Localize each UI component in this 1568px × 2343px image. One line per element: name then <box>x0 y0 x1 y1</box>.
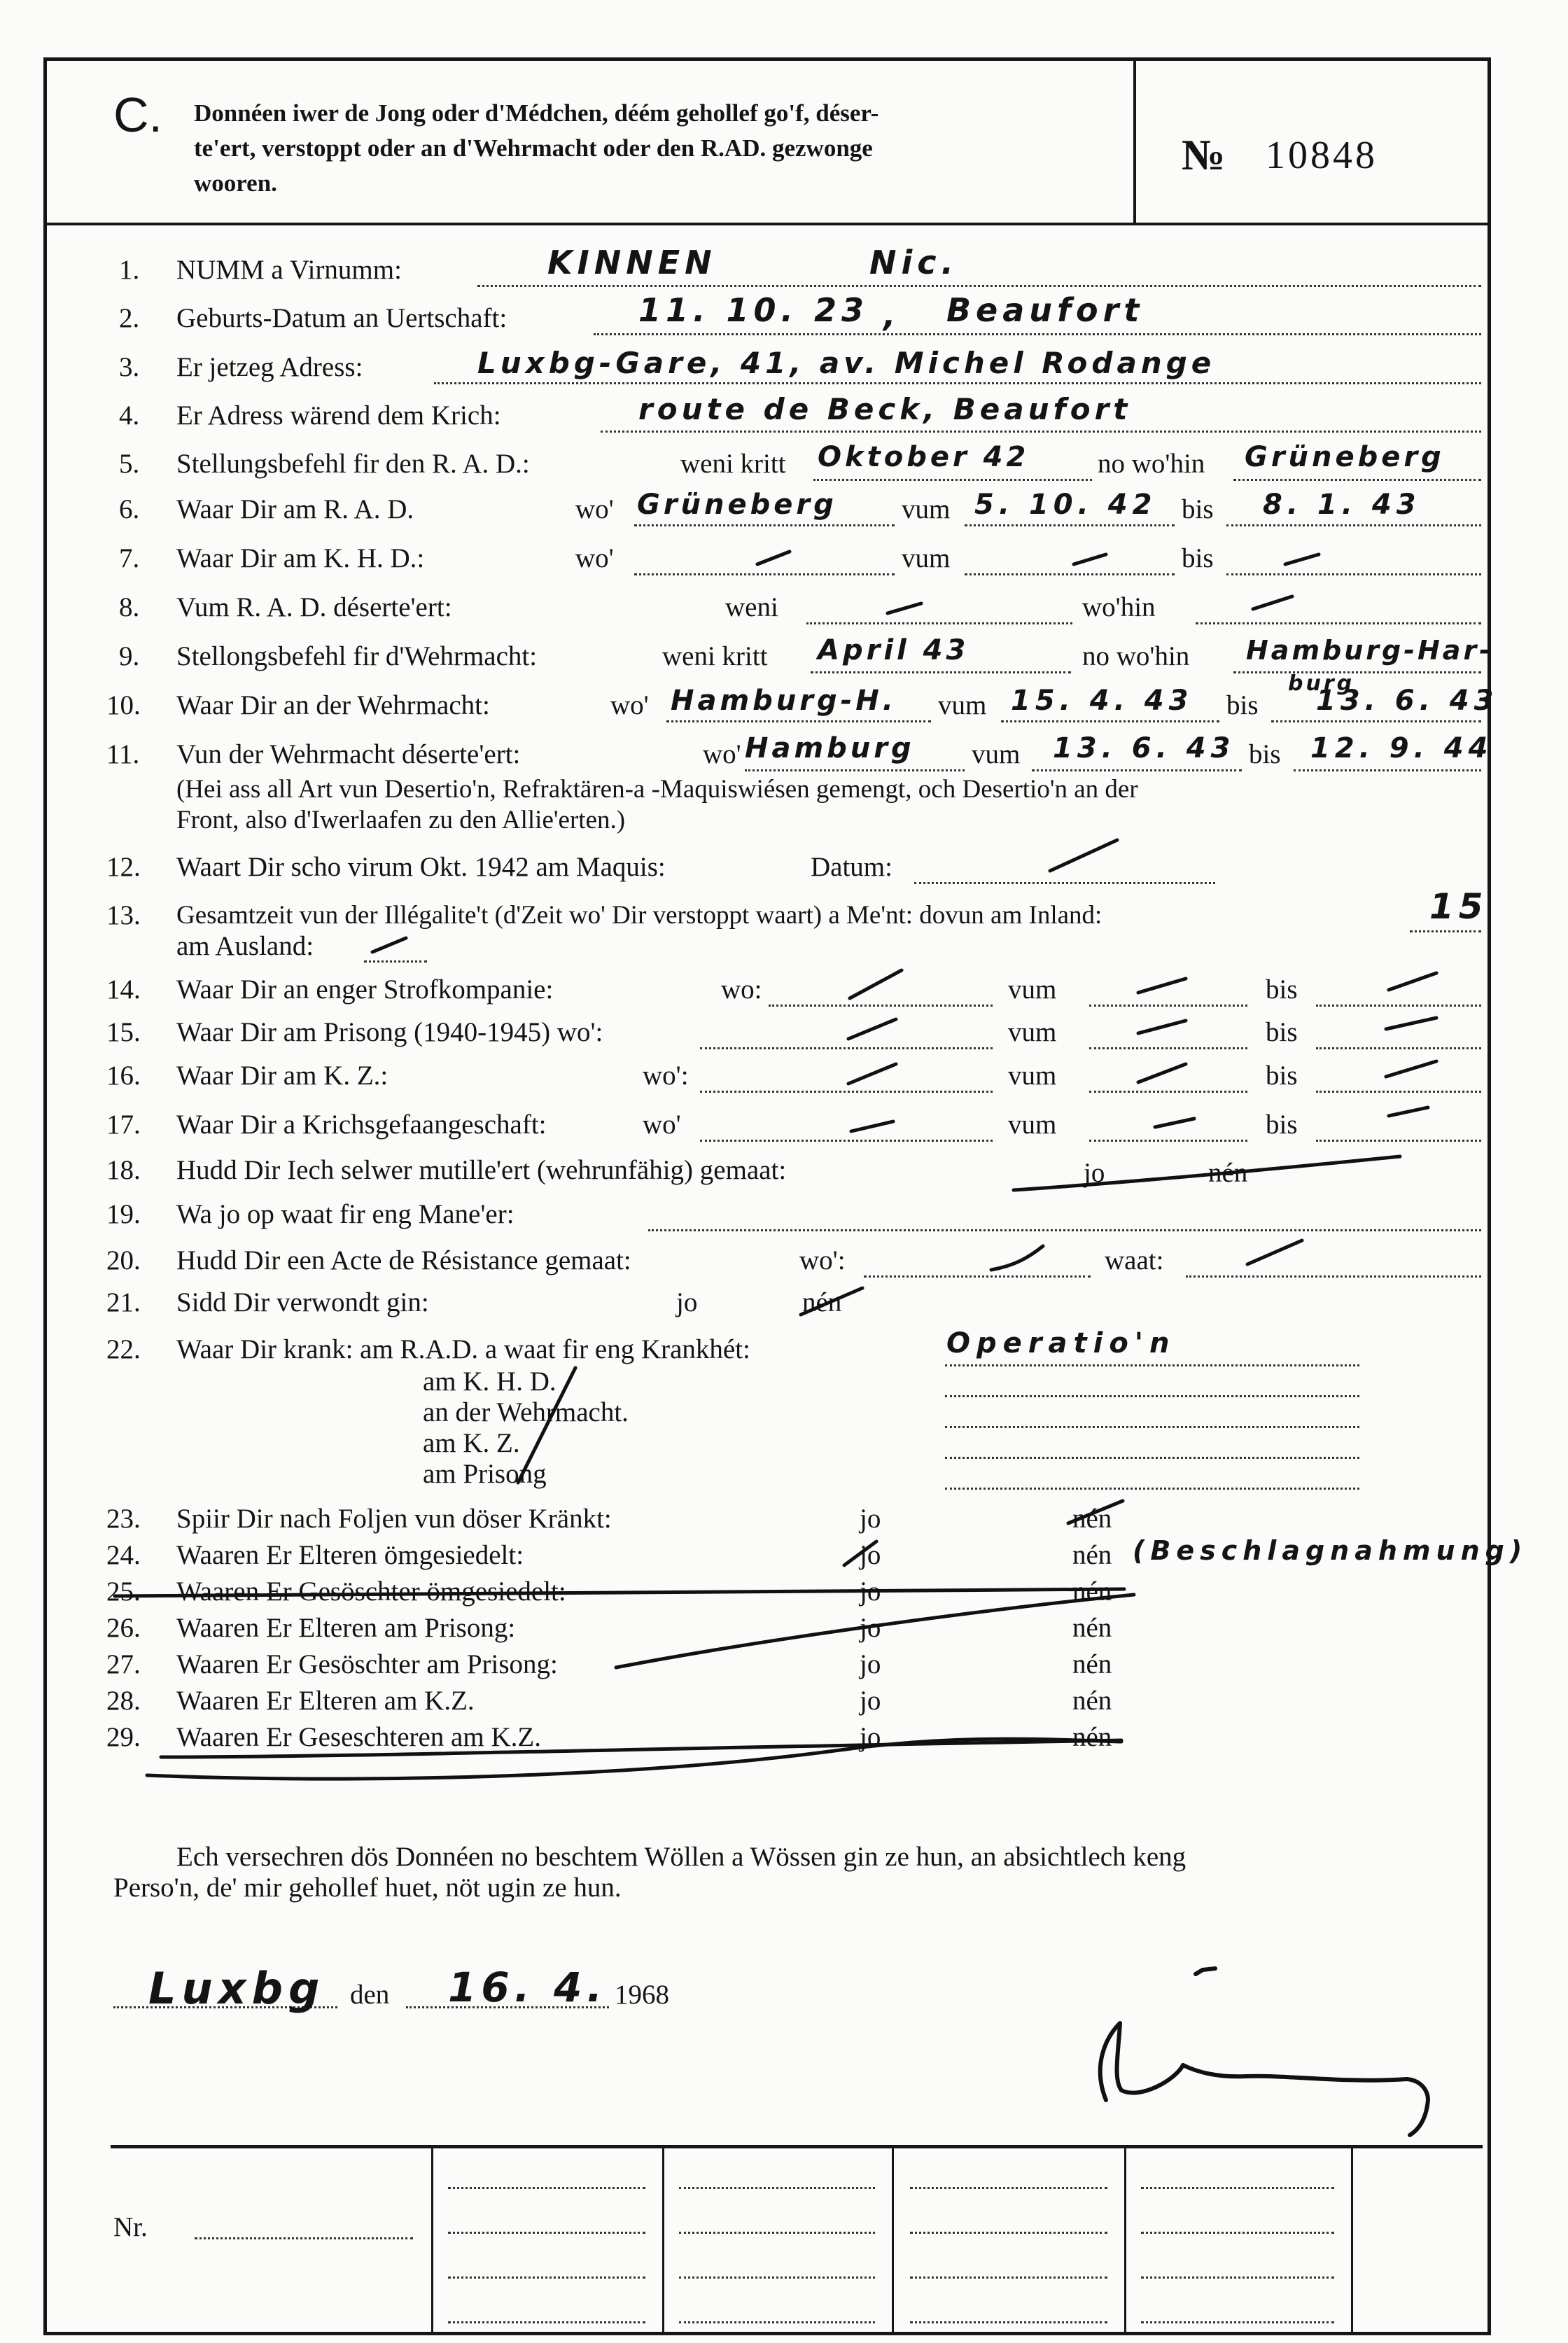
hw-wm-to: 13. 6. 43 <box>1316 685 1499 717</box>
row-label: Waar Dir am K. Z.: <box>176 1061 388 1091</box>
hw-rad-from: 5. 10. 42 <box>974 489 1157 521</box>
hw-illness: Operatio'n <box>946 1327 1176 1359</box>
footer-col-divider <box>1351 2148 1353 2332</box>
row-label-to: bis <box>1266 1110 1298 1140</box>
row-number: 12. <box>106 852 141 882</box>
row11-note-line-1: (Hei ass all Art vun Desertio'n, Refraktären-a -Maquiswiésen gemengt, och Desertio'n an der <box>176 775 1138 804</box>
row-label: Hudd Dir Iech selwer mutille'ert (wehrunfähig) gemaat: <box>176 1155 787 1185</box>
footer-cell-line <box>448 2232 645 2234</box>
row-option-yes: jo <box>860 1722 881 1752</box>
row-label: Stellungsbefehl fir den R. A. D.: <box>176 449 530 479</box>
row-label-where: wo' <box>643 1110 681 1140</box>
footer-cell-line <box>910 2276 1107 2279</box>
row-number: 8. <box>119 592 140 622</box>
row-label-from: vum <box>1008 974 1057 1005</box>
row-label-to: bis <box>1266 974 1298 1005</box>
hw-rad-order-where: Grüneberg <box>1245 441 1445 473</box>
row-label-date: Datum: <box>811 852 892 882</box>
row-label-from: vum <box>1008 1110 1057 1140</box>
row-number: 29. <box>106 1722 141 1752</box>
date-year: 1968 <box>615 1980 669 2010</box>
row-label: Spiir Dir nach Foljen vun döser Kränkt: <box>176 1504 612 1534</box>
row-label-to: bis <box>1182 543 1214 573</box>
header-title-line-3: wooren. <box>194 169 277 197</box>
row-label-to: bis <box>1182 494 1214 524</box>
row-number: 9. <box>119 641 140 671</box>
row-number: 27. <box>106 1649 141 1679</box>
row-label-from: vum <box>938 690 987 720</box>
row-option-no: nén <box>1072 1686 1112 1716</box>
row-number: 5. <box>119 449 140 479</box>
hw-birth-place: Beaufort <box>946 291 1144 329</box>
row-number: 13. <box>106 900 141 930</box>
footer-cell-line <box>1141 2232 1334 2234</box>
hw-desert-from: 13. 6. 43 <box>1053 732 1236 764</box>
row-label: Hudd Dir een Acte de Résistance gemaat: <box>176 1245 631 1275</box>
hw-desert-to: 12. 9. 44 <box>1310 732 1493 764</box>
form-number: 10848 <box>1266 134 1378 177</box>
header-title-line-1: Donnéen iwer de Jong oder d'Médchen, déém gehollef go'f, déser- <box>194 99 879 127</box>
row-label: Stellongsbefehl fir d'Wehrmacht: <box>176 641 538 671</box>
row-label-to: bis <box>1266 1017 1298 1047</box>
row-option-yes: jo <box>676 1287 698 1317</box>
row-label: Waaren Er Gesöschter am Prisong: <box>176 1649 558 1679</box>
row22-sub-3: am K. Z. <box>423 1428 520 1458</box>
row-label-where: wo: <box>721 974 762 1005</box>
row-label-where: no wo'hin <box>1098 449 1205 479</box>
row-label-where: wo': <box>643 1061 689 1091</box>
declaration-line-2: Perso'n, de' mir gehollef huet, nöt ugin ze hun. <box>113 1873 622 1903</box>
row-label-where: wo'hin <box>1082 592 1156 622</box>
row-number: 24. <box>106 1540 141 1570</box>
row-number: 20. <box>106 1245 141 1275</box>
hw-place: Luxbg <box>148 1963 326 2014</box>
row-number: 3. <box>119 352 140 382</box>
row-option-yes: jo <box>860 1540 881 1570</box>
date-den-label: den <box>350 1980 390 2010</box>
row-label: Geburts-Datum an Uertschaft: <box>176 303 507 333</box>
row-label: Sidd Dir verwondt gin: <box>176 1287 429 1317</box>
hw-inland-months: 15 <box>1429 886 1488 927</box>
row22-sub-1: am K. H. D. <box>423 1366 556 1397</box>
row-option-no: nén <box>1072 1722 1112 1752</box>
hw-rad-to: 8. 1. 43 <box>1263 489 1421 521</box>
row-number: 26. <box>106 1613 141 1643</box>
row-number: 1. <box>119 255 140 285</box>
hw-rad-order-when: Oktober 42 <box>818 441 1030 473</box>
row-label-from: vum <box>902 494 951 524</box>
hw-war-address: route de Beck, Beaufort <box>638 392 1132 426</box>
row-label: Waaren Er Gesöschter ömgesiedelt: <box>176 1576 566 1607</box>
row-option-yes: jo <box>860 1686 881 1716</box>
footer-nr-label: Nr. <box>113 2212 148 2242</box>
row-label: Vun der Wehrmacht déserte'ert: <box>176 739 521 769</box>
row-label: Waar Dir am R. A. D. <box>176 494 414 524</box>
row-number: 28. <box>106 1686 141 1716</box>
hw-resettled-note: (Beschlagnahmung) <box>1133 1535 1528 1566</box>
row-label-from: vum <box>1008 1061 1057 1091</box>
row-number: 19. <box>106 1199 141 1229</box>
hw-name: KINNEN <box>547 244 717 281</box>
hw-wm-order-when: April 43 <box>818 634 969 666</box>
row-label: Waaren Er Elteren ömgesiedelt: <box>176 1540 524 1570</box>
row-label: Waar Dir am Prisong (1940-1945) wo': <box>176 1017 603 1047</box>
header-title-line-2: te'ert, verstoppt oder an d'Wehrmacht oder den R.AD. gezwonge <box>194 134 873 162</box>
row22-sub-2: an der Wehrmacht. <box>423 1397 629 1427</box>
row-number: 21. <box>106 1287 141 1317</box>
row11-note-line-2: Front, also d'Iwerlaafen zu den Allie'erten.) <box>176 806 626 834</box>
row-option-yes: jo <box>860 1613 881 1643</box>
row-label: Er Adress wärend dem Krich: <box>176 400 501 431</box>
row-label-when: weni kritt <box>662 641 768 671</box>
row-number: 6. <box>119 494 140 524</box>
footer-cell-line <box>1141 2187 1334 2189</box>
hw-date: 16. 4. <box>448 1964 608 2011</box>
row-label: Waaren Er Elteren am K.Z. <box>176 1686 475 1716</box>
row-option-no: nén <box>1208 1158 1248 1188</box>
row-number: 10. <box>106 690 141 720</box>
row-label: Wa jo op waat fir eng Mane'er: <box>176 1199 514 1229</box>
row-label-where: no wo'hin <box>1082 641 1190 671</box>
signature <box>1078 1960 1470 2163</box>
row-label-what: waat: <box>1105 1245 1164 1275</box>
row-label: Gesamtzeit vun der Illégalite't (d'Zeit wo' Dir verstoppt waart) a Me'nt: dovun am Inland: <box>176 901 1102 930</box>
row-label-from: vum <box>902 543 951 573</box>
row-label: Er jetzeg Adress: <box>176 352 363 382</box>
row-label-when: weni kritt <box>680 449 786 479</box>
row-option-no: nén <box>1072 1540 1112 1570</box>
hw-comma: , <box>883 296 896 334</box>
footer-cell-line <box>910 2232 1107 2234</box>
footer-col-divider <box>1124 2148 1126 2332</box>
row-label-where: wo' <box>575 494 614 524</box>
row-label-to: bis <box>1266 1061 1298 1091</box>
row-number: 22. <box>106 1334 141 1364</box>
row-label-where: wo' <box>610 690 649 720</box>
hw-birth-date: 11. 10. 23 <box>638 291 869 329</box>
footer-cell-line <box>1141 2321 1334 2323</box>
footer-col-divider <box>662 2148 664 2332</box>
footer-top-rule <box>111 2145 1483 2148</box>
declaration-line-1: Ech versechren dös Donnéen no beschtem Wöllen a Wössen gin ze hun, an absichtlech keng <box>176 1842 1186 1872</box>
row-option-no: nén <box>1072 1613 1112 1643</box>
row-label-from: vum <box>972 739 1021 769</box>
hw-wm-order-where-2: burg <box>1288 671 1355 696</box>
row-label-to: bis <box>1226 690 1259 720</box>
row-number: 23. <box>106 1504 141 1534</box>
footer-cell-line <box>1141 2276 1334 2279</box>
row-option-yes: jo <box>860 1649 881 1679</box>
row-number: 18. <box>106 1155 141 1185</box>
row-label-when: weni <box>725 592 778 622</box>
row-option-yes: jo <box>1084 1158 1105 1188</box>
row-label: Waar Dir am K. H. D.: <box>176 543 425 573</box>
footer-cell-line <box>448 2276 645 2279</box>
row-label: Waaren Er Geseschteren am K.Z. <box>176 1722 541 1752</box>
footer-cell-line <box>448 2187 645 2189</box>
hw-rad-where: Grüneberg <box>637 489 837 521</box>
row-number: 11. <box>106 739 140 769</box>
row-label-from: vum <box>1008 1017 1057 1047</box>
row-number: 17. <box>106 1110 141 1140</box>
row-label: Waar Dir a Krichsgefaangeschaft: <box>176 1110 547 1140</box>
row-label: Waar Dir an enger Strofkompanie: <box>176 974 554 1005</box>
number-symbol: № <box>1182 132 1226 179</box>
footer-nr-line <box>195 2237 413 2239</box>
row-option-no: nén <box>802 1287 842 1317</box>
row-label: NUMM a Virnumm: <box>176 255 402 285</box>
footer-col-divider <box>892 2148 894 2332</box>
row-number: 25. <box>106 1576 141 1607</box>
footer-cell-line <box>448 2321 645 2323</box>
hw-wm-order-where-1: Hamburg-Har- <box>1246 635 1493 666</box>
row-number: 15. <box>106 1017 141 1047</box>
hw-wm-from: 15. 4. 43 <box>1011 685 1194 717</box>
row-label-where: wo': <box>799 1245 846 1275</box>
row-label: Waart Dir scho virum Okt. 1942 am Maquis: <box>176 852 666 882</box>
hw-desert-where: Hamburg <box>745 732 915 764</box>
row-number: 4. <box>119 400 140 431</box>
row-label-to: bis <box>1249 739 1281 769</box>
hw-firstname: Nic. <box>869 244 959 281</box>
hw-address: Luxbg-Gare, 41, av. Michel Rodange <box>477 346 1216 380</box>
row-label-where: wo' <box>703 739 741 769</box>
row-number: 7. <box>119 543 140 573</box>
footer-cell-line <box>679 2187 875 2189</box>
row-number: 2. <box>119 303 140 333</box>
footer-col-divider <box>431 2148 433 2332</box>
row-option-no: nén <box>1072 1504 1112 1534</box>
row-number: 16. <box>106 1061 141 1091</box>
row-label-where: wo' <box>575 543 614 573</box>
row-label: Waar Dir krank: am R.A.D. a waat fir eng Krankhét: <box>176 1334 750 1364</box>
row-option-no: nén <box>1072 1649 1112 1679</box>
hw-wm-where: Hamburg-H. <box>671 685 897 717</box>
section-letter: C. <box>113 88 162 142</box>
row-option-yes: jo <box>860 1504 881 1534</box>
footer-cell-line <box>679 2276 875 2279</box>
footer-cell-line <box>910 2187 1107 2189</box>
row-label: Waaren Er Elteren am Prisong: <box>176 1613 516 1643</box>
row22-sub-4: am Prisong <box>423 1459 547 1489</box>
row-number: 14. <box>106 974 141 1005</box>
footer-cell-line <box>679 2321 875 2323</box>
row-label: Waar Dir an der Wehrmacht: <box>176 690 490 720</box>
footer-cell-line <box>910 2321 1107 2323</box>
footer-cell-line <box>679 2232 875 2234</box>
row-option-yes: jo <box>860 1576 881 1607</box>
row13-abroad-label: am Ausland: <box>176 931 314 961</box>
row-label: Vum R. A. D. déserte'ert: <box>176 592 452 622</box>
row-option-no: nén <box>1072 1576 1112 1607</box>
